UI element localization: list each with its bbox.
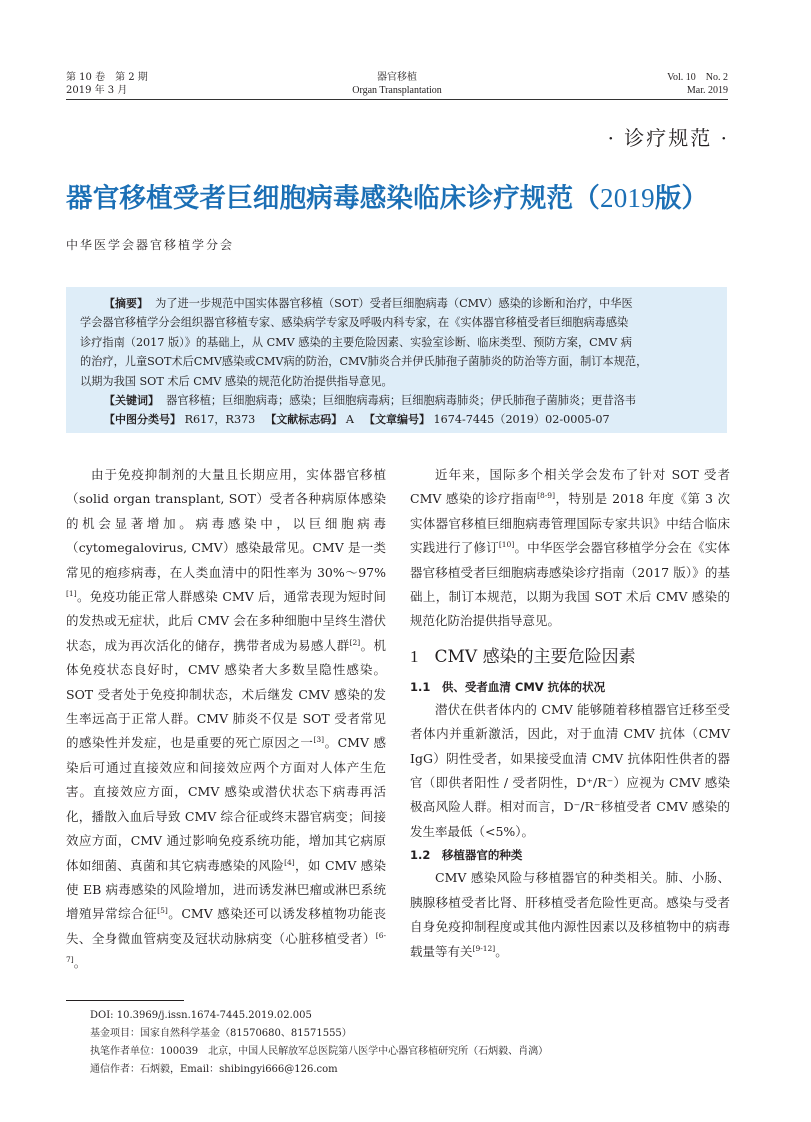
- citation[interactable]: [3]: [313, 735, 325, 745]
- citation[interactable]: [10]: [498, 540, 515, 550]
- citation[interactable]: [5]: [157, 906, 168, 916]
- section-1-heading: [410, 644, 730, 670]
- paper-title: [66, 176, 746, 215]
- footnotes: [90, 1007, 740, 1079]
- corresponding-author-line[interactable]: 通信作者：石炳毅，Email：shibingyi666@126.com: [90, 1064, 338, 1075]
- clc-value: R617，R373: [184, 413, 256, 427]
- journal-volume: 第 10 卷 第 2 期: [66, 72, 148, 83]
- abstract-label: 【摘要】: [104, 297, 148, 310]
- column-tag: · 诊疗规范 ·: [607, 126, 729, 150]
- doc-code-label: 【文献标志码】: [265, 413, 343, 427]
- keywords-label: 【关键词】: [104, 394, 159, 408]
- citation[interactable]: [4]: [284, 857, 295, 867]
- header-right: [667, 71, 728, 97]
- abstract-line: [104, 294, 697, 313]
- subsection-1-2-heading: 1.2 移植器官的种类: [410, 848, 523, 863]
- author-org: 中华医学会器官移植学分会: [66, 238, 235, 252]
- keywords-line: [104, 391, 697, 410]
- article-no-label: 【文章编号】: [363, 413, 430, 427]
- citation[interactable]: [6-7]: [66, 930, 386, 964]
- section-title: CMV 感染的主要危险因素: [434, 646, 636, 667]
- abstract-line: 以期为我国 SOT 术后 CMV 感染的规范化防治提供指导意见。: [80, 374, 393, 388]
- abstract-line: 的治疗，儿童SOT术后CMV感染或CMV病的防治，CMV肺炎合并伊氏肺孢子菌肺炎的防治等方面，制订本规范，: [80, 355, 648, 369]
- doi-line[interactable]: DOI: 10.3969/j.issn.1674-7445.2019.02.005: [90, 1010, 312, 1021]
- journal-volume-en: Vol. 10 No. 2: [667, 72, 728, 83]
- journal-date: 2019 年 3 月: [66, 85, 128, 96]
- fund-line: 基金项目：国家自然科学基金（81570680、81571555）: [90, 1028, 352, 1039]
- subsection-1-1-heading: 1.1 供、受者血清 CMV 抗体的状况: [410, 679, 606, 694]
- journal-name-en: Organ Transplantation: [352, 85, 442, 96]
- right-column: [410, 463, 730, 964]
- running-header: [66, 70, 728, 100]
- footnote-divider: [66, 1000, 184, 1001]
- journal-date-en: Mar. 2019: [686, 85, 728, 96]
- intro-paragraph: 由于免疫抑制剂的大量且长期应用，实体器官移植（solid organ transplant, SOT）受者各种病原体感染的机会显著增加。病毒感染中，以巨细胞病毒（cytomegalovirus, CMV）感染最常见。CMV 是一类常见的疱疹病毒，在人类血清中的阳性率为 30%～97%[1]。免疫功能正常人群感染 CMV 后，通常表现为短时间的发热或无症状，此后 CMV 会在多种细胞中呈终生潜伏状态，成为再次活化的储存，携带者成为易感人群[2]。机体免疫状态良好时，CMV 感染者大多数呈隐性感染。SOT 受者处于免疫抑制状态，术后继发 CMV 感染的发生率远高于正常人群。CMV 肺炎不仅是 SOT 受者常见的感染性并发症，也是重要的死亡原因之一[3]。CMV 感染后可通过直接效应和间接效应两个方面对人体产生危害。直接效应方面，CMV 感染或潜伏状态下病毒再活化，播散入血后导致 CMV 综合征或终末器官病变；间接效应方面，CMV 通过影响免疫系统功能，增加其它病原体如细菌、真菌和其它病毒感染的风险[4]，如 CMV 感染使 EB 病毒感染的风险增加，进而诱发淋巴瘤或淋巴系统增殖异常综合征[5]。CMV 感染还可以诱发移植物功能丧失、全身微血管病变及冠状动脉病变（心脏移植受者）[6-7]。: [66, 467, 386, 971]
- subsection-1-2-paragraph: CMV 感染风险与移植器官的种类相关。肺、小肠、胰腺移植受者比肾、肝移植受者危险性更高。感染与受者自身免疫抑制程度或其他内源性因素以及移植物中的病毒载量等有关[9-12]。: [410, 870, 730, 959]
- section-number: 1: [410, 646, 419, 666]
- author-unit-line: 执笔作者单位：100039 北京，中国人民解放军总医院第八医学中心器官移植研究所（石炳毅、肖漓）: [90, 1046, 549, 1057]
- abstract-line: 学会器官移植学分会组织器官移植专家、感染病学专家及呼吸内科专家，在《实体器官移植受者巨细胞病毒感染: [80, 316, 629, 330]
- doc-code-value: A: [345, 413, 354, 427]
- subsection-1-1-paragraph: 潜伏在供者体内的 CMV 能够随着移植器官迁移至受者体内并重新激活，因此，对于血清 CMV 抗体（CMV IgG）阴性受者，如果接受血清 CMV 抗体阳性供者的器官（即供者阳性 / 受者阴性，D⁺/R⁻）应视为 CMV 感染极高风险人群。相对而言，D⁻/R⁻移植受者 CMV 感染的发生率最低（<5%）。: [410, 701, 730, 839]
- abstract-box: [66, 287, 727, 433]
- journal-name-cn: 器官移植: [377, 72, 417, 83]
- keywords: 器官移植；巨细胞病毒；感染；巨细胞病毒病；巨细胞病毒肺炎；伊氏肺孢子菌肺炎；更昔洛韦: [166, 394, 637, 408]
- abstract-line: 诊疗指南（2017 版）》的基础上，从 CMV 感染的主要危险因素、实验室诊断、临床类型、预防方案，CMV 病: [80, 335, 632, 349]
- citation[interactable]: [2]: [349, 637, 361, 647]
- title-year: 2019: [600, 183, 655, 213]
- article-no-value: 1674-7445（2019）02-0005-07: [433, 413, 610, 427]
- citation[interactable]: [8-9]: [537, 491, 555, 501]
- citation[interactable]: [1]: [66, 588, 77, 598]
- citation[interactable]: [9-12]: [472, 943, 496, 953]
- abstract-text: 为了进一步规范中国实体器官移植（SOT）受者巨细胞病毒（CMV）感染的诊断和治疗，中华医: [155, 297, 633, 310]
- title-tail: 版）: [654, 183, 709, 214]
- left-column: [66, 463, 386, 976]
- clc-label: 【中图分类号】: [104, 413, 181, 427]
- header-center: [66, 71, 728, 97]
- title-main: 器官移植受者巨细胞病毒感染临床诊疗规范（: [66, 183, 600, 214]
- classification-line: [104, 410, 697, 429]
- guideline-paragraph: 近年来，国际多个相关学会发布了针对 SOT 受者 CMV 感染的诊疗指南[8-9]，特别是 2018 年度《第 3 次实体器官移植巨细胞病毒管理国际专家共识》中结合临床实践进行了修订[10]。中华医学会器官移植学分会在《实体器官移植受者巨细胞病毒感染诊疗指南（2017 版）》的基础上，制订本规范，以期为我国 SOT 术后 CMV 感染的规范化防治提供指导意见。: [410, 467, 730, 629]
